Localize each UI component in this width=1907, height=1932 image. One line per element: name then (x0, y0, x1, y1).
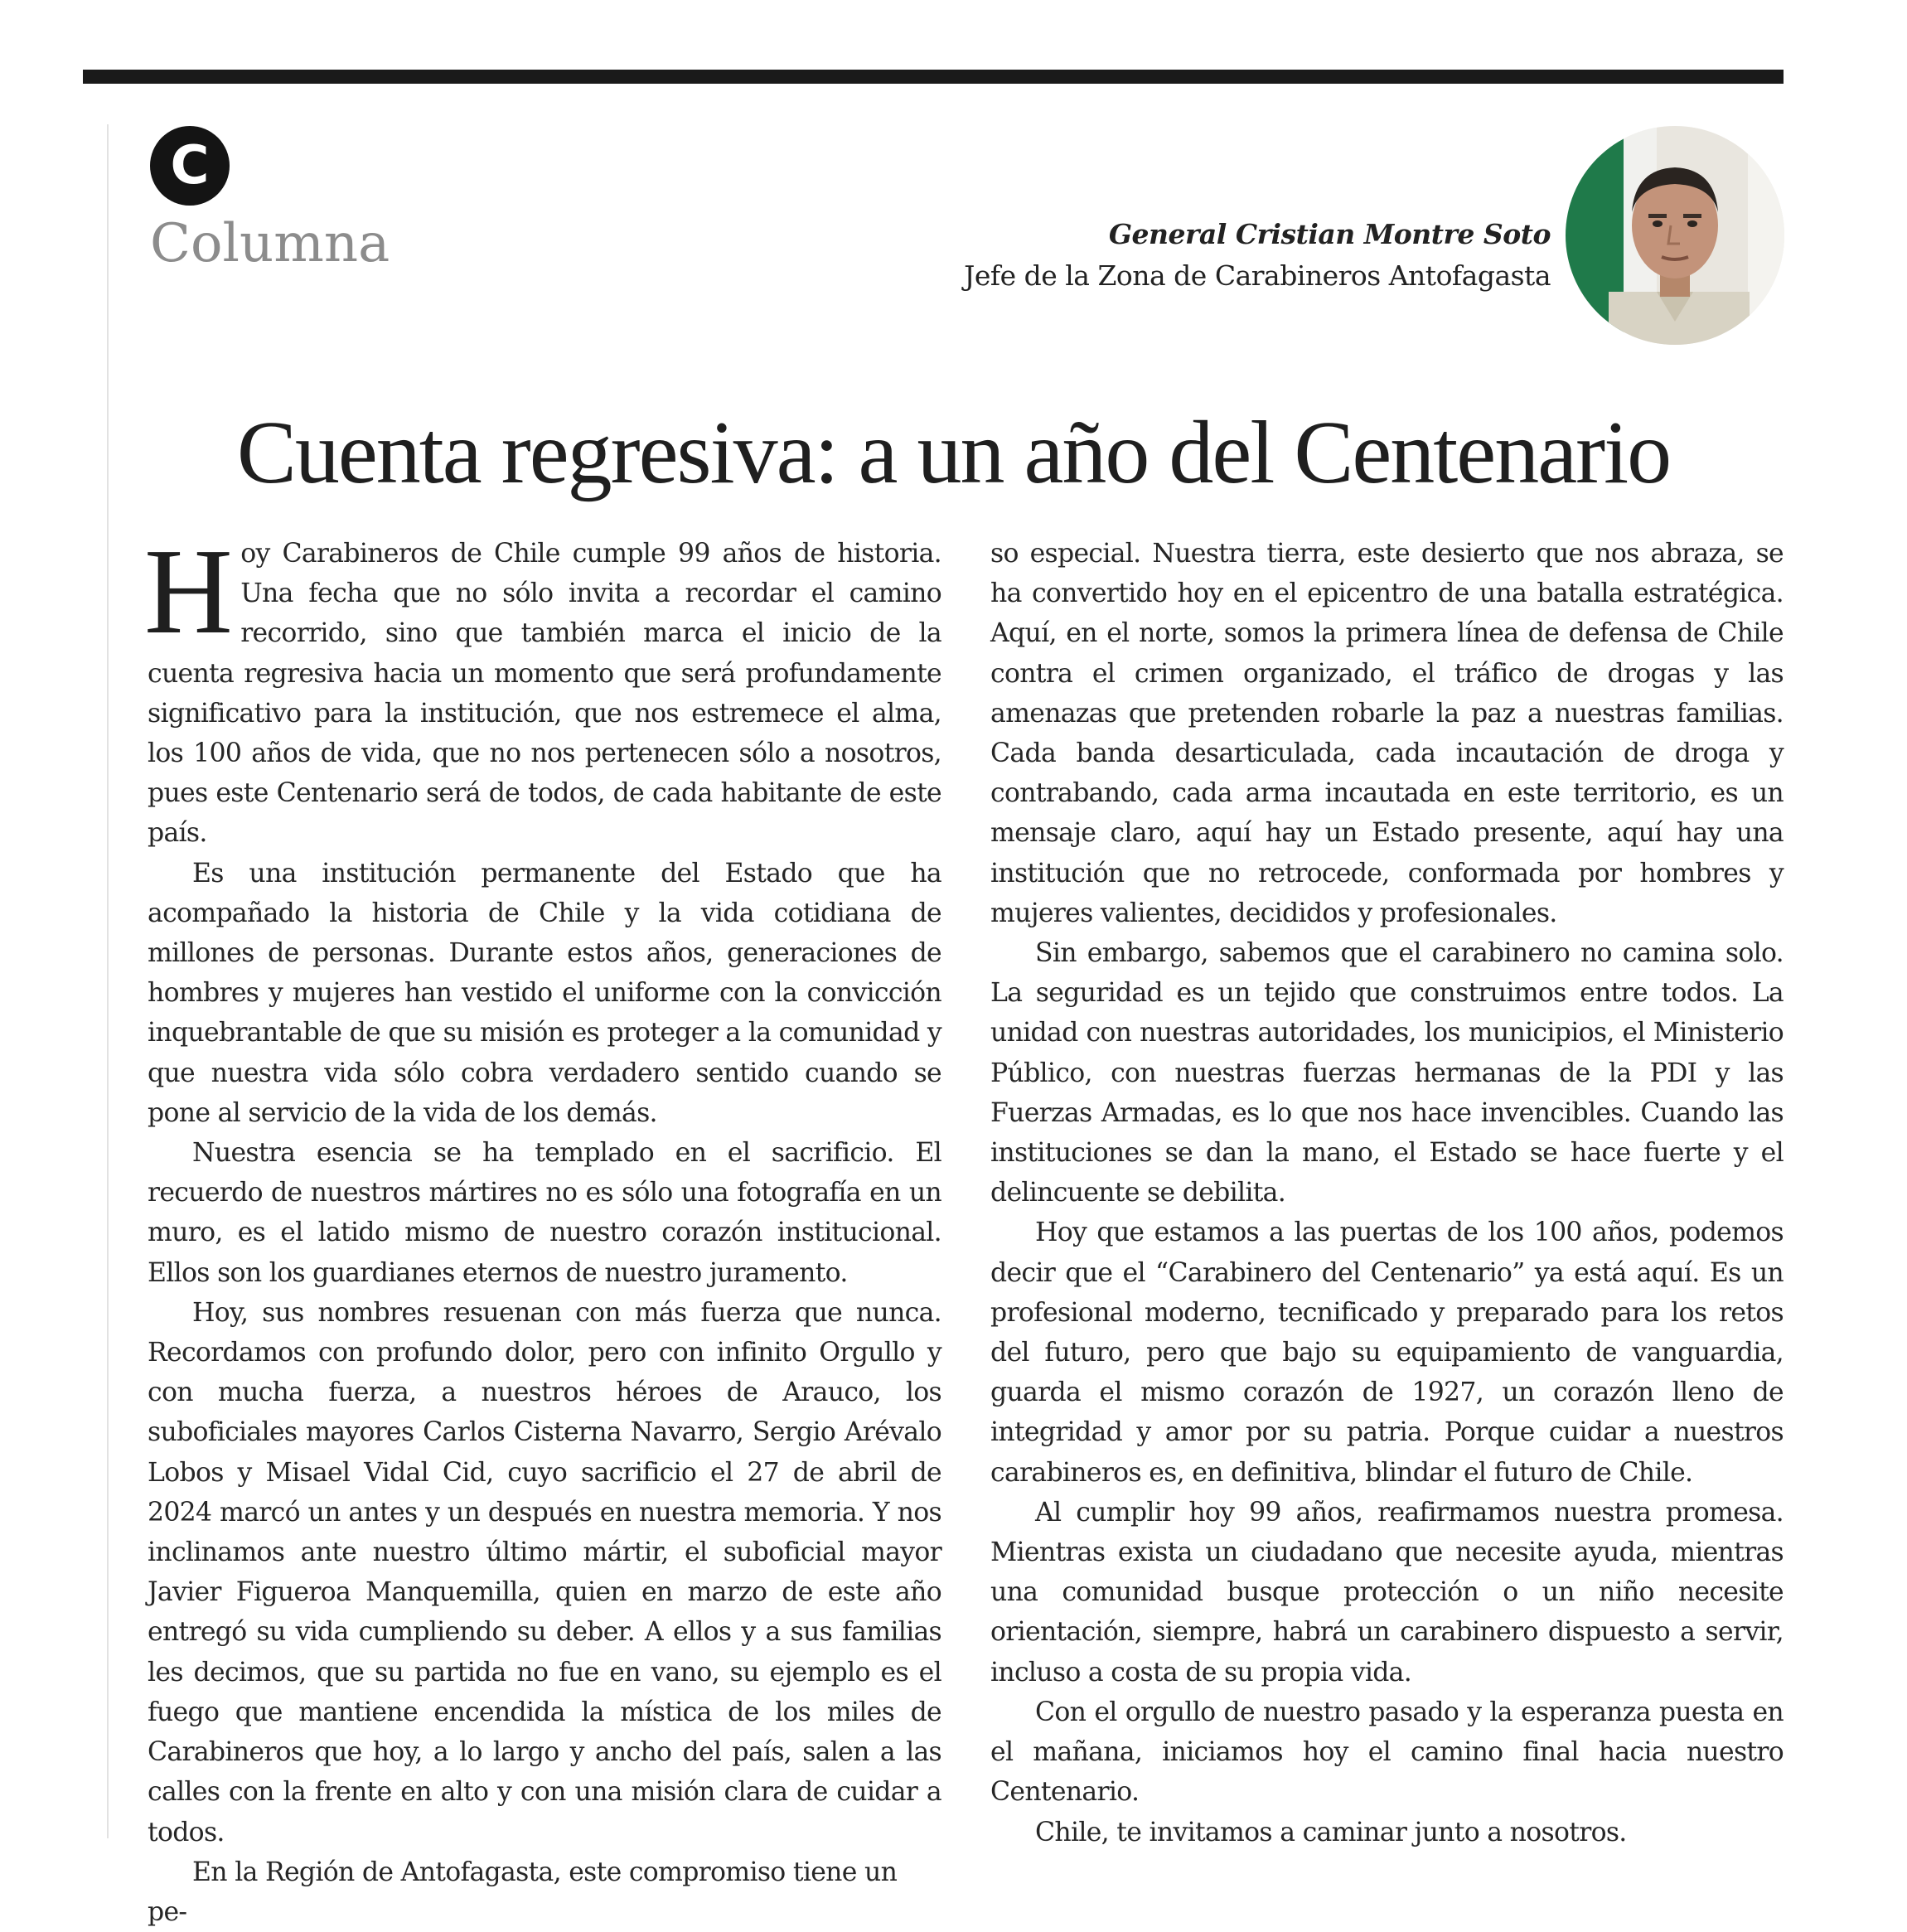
article-paragraph: En la Región de Antofagasta, este compromiso tiene un pe- (148, 1857, 898, 1927)
article-paragraph: Nuestra esencia se ha templado en el sacrificio. El recuerdo de nuestros mártires no es sólo una fotografía en un muro, es el latido mismo de nuestro corazón institucional. Ellos son los guardianes eternos de nuestro juramento. (148, 1138, 941, 1288)
first-paragraph-text: oy Carabineros de Chile cumple 99 años de historia. Una fecha que no sólo invita a recordar el camino recorrido, sino que también marca el inicio de la cuenta regresiva hacia un momento que será profundamente significativo para la institución, que nos estremece el alma, los 100 años de vida, que no nos pertenecen sólo a nosotros, pues este Centenario será de todos, de cada habitante de este país. (148, 539, 941, 849)
article-paragraph: Hoy que estamos a las puertas de los 100 años, podemos decir que el “Carabinero del Centenario” ya está aquí. Es un profesional moderno, tecnificado y preparado para los retos del futuro, pero que bajo su equipamiento de vanguardia, guarda el mismo corazón de 1927, un corazón lleno de integridad y amor por su patria. Porque cuidar a nuestros carabineros es, en definitiva, blindar el futuro de Chile. (990, 1218, 1784, 1488)
article-paragraph: Es una institución permanente del Estado que ha acompañado la historia de Chile y la vida cotidiana de millones de personas. Durante estos años, generaciones de hombres y mujeres han vestido el uniforme con la convicción inquebrantable de que su misión es proteger a la comunidad y que nuestra vida sólo cobra verdadero sentido cuando se pone al servicio de la vida de los demás. (148, 858, 941, 1128)
author-portrait-icon (1566, 126, 1784, 345)
article-closing-line: Chile, te invitamos a caminar junto a nosotros. (1035, 1817, 1627, 1847)
article-paragraph (144, 524, 941, 854)
byline (964, 214, 1551, 297)
article-paragraph: Sin embargo, sabemos que el carabinero no camina solo. La seguridad es un tejido que construimos entre todos. La unidad con nuestras autoridades, los municipios, el Ministerio Público, con nuestras fuerzas hermanas de la PDI y las Fuerzas Armadas, es lo que nos hace invencibles. Cuando las instituciones se dan la mano, el Estado se hace fuerte y el delincuente se debilita. (990, 938, 1784, 1208)
article-column-left (144, 524, 941, 1932)
article-paragraph: Al cumplir hoy 99 años, reafirmamos nuestra promesa. Mientras exista un ciudadano que necesite ayuda, mientras una comunidad busque protección o un niño necesite orientación, siempre, habrá un carabinero dispuesto a servir, incluso a costa de su propia vida. (990, 1497, 1784, 1687)
section-label: Columna (150, 213, 390, 274)
author-role: Jefe de la Zona de Carabineros Antofagasta (964, 259, 1551, 292)
article-column-right (990, 534, 1784, 1852)
headline: Cuenta regresiva: a un año del Centenario (236, 404, 1671, 502)
drop-cap: H (144, 524, 233, 660)
article-paragraph: Con el orgullo de nuestro pasado y la esperanza puesta en el mañana, iniciamos hoy el camino final hacia nuestro Centenario. (990, 1697, 1784, 1808)
author-photo (1566, 126, 1784, 345)
column-section-icon: C (150, 126, 230, 206)
article-paragraph-continued: so especial. Nuestra tierra, este desierto que nos abraza, se ha convertido hoy en el epicentro de una batalla estratégica. Aquí, en el norte, somos la primera línea de defensa de Chile contra el crimen organizado, el tráfico de drogas y las amenazas que pretenden robarle la paz a nuestras familias. Cada banda desarticulada, cada incautación de droga y contrabando, cada arma incautada en este territorio, es un mensaje claro, aquí hay un Estado presente, aquí hay una institución que no retrocede, conformada por hombres y mujeres valientes, decididos y profesionales. (990, 539, 1784, 928)
top-rule (83, 70, 1784, 84)
left-margin-rule (107, 124, 109, 1838)
article-paragraph: Hoy, sus nombres resuenan con más fuerza que nunca. Recordamos con profundo dolor, pero con infinito Orgullo y con mucha fuerza, a nuestros héroes de Arauco, los suboficiales mayores Carlos Cisterna Navarro, Sergio Arévalo Lobos y Misael Vidal Cid, cuyo sacrificio el 27 de abril de 2024 marcó un antes y un después en nuestra memoria. Y nos inclinamos ante nuestro último mártir, el suboficial mayor Javier Figueroa Manquemilla, quien en marzo de este año entregó su vida cumpliendo su deber. A ellos y a sus familias les decimos, que su partida no fue en vano, su ejemplo es el fuego que mantiene encendida la mística de los miles de Carabineros que hoy, a lo largo y ancho del país, salen a las calles con la frente en alto y con una misión clara de cuidar a todos. (148, 1297, 941, 1847)
author-name: General Cristian Montre Soto (1108, 218, 1551, 250)
